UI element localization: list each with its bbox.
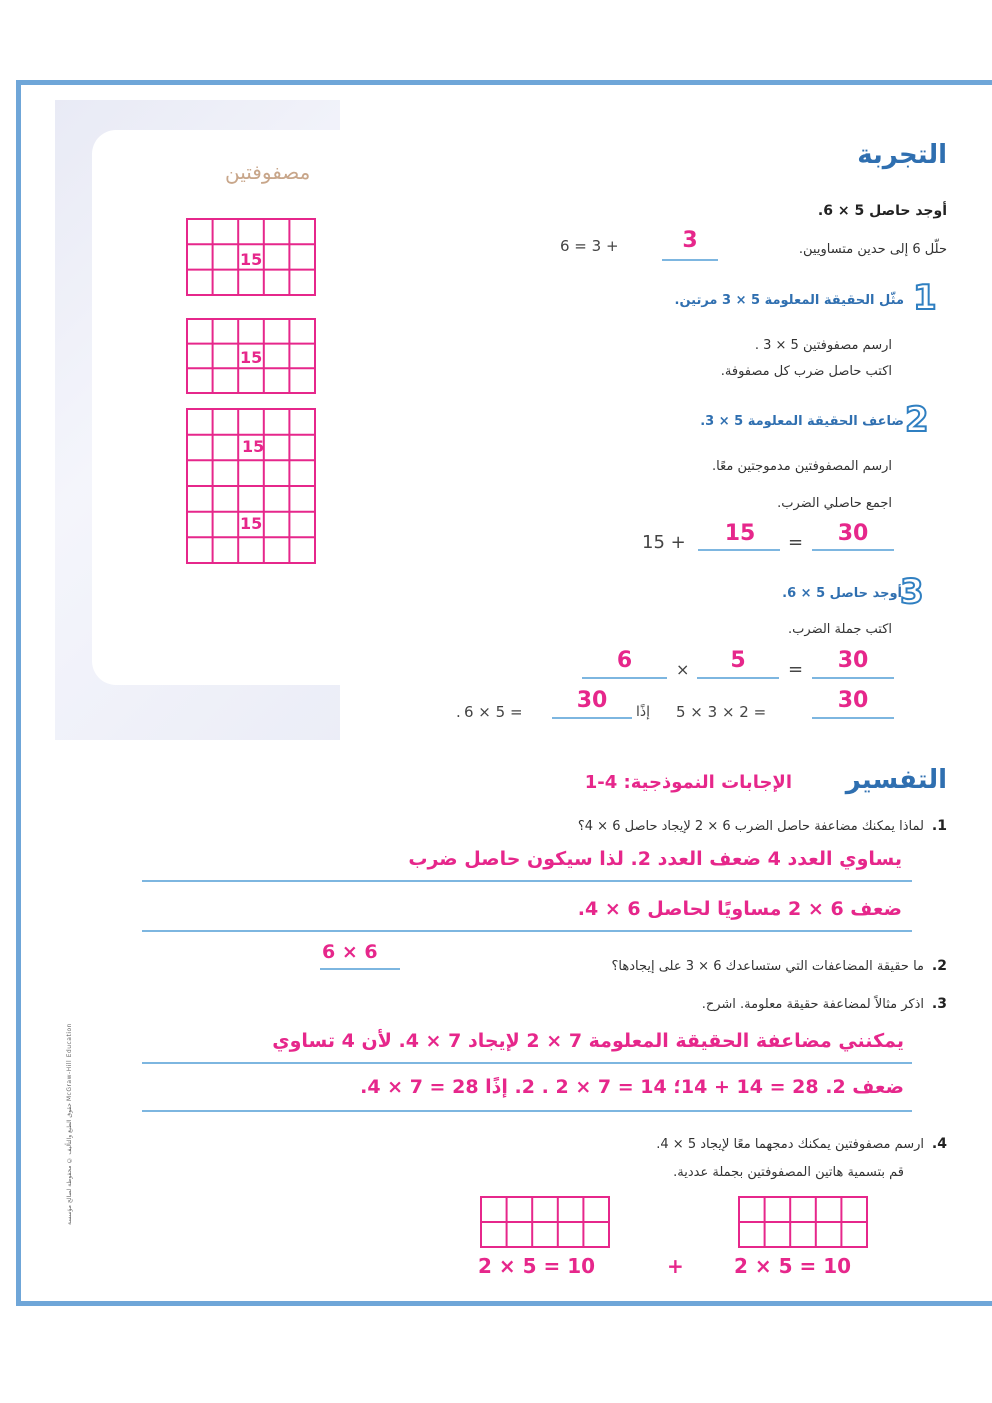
split-equation: 6 = 3 +: [560, 237, 619, 255]
step-1-title: مثّل الحقيقة المعلومة 5 × 3 مرتين.: [674, 293, 904, 308]
split-answer-line: [662, 259, 718, 261]
final-left-text: 6 × 5 =: [464, 703, 523, 721]
q4-plus: +: [667, 1254, 684, 1278]
step-1-line-1: ارسم مصفوفتين 5 × 3 .: [754, 338, 892, 353]
experiment-intro: أوجد حاصل 5 × 6.: [817, 203, 947, 219]
split-answer: 3: [682, 228, 698, 253]
sum-equals: =: [788, 532, 804, 553]
final-mid-text: إذًا: [636, 704, 651, 720]
sum-left: 15 +: [642, 532, 686, 553]
array-label-1: 15: [240, 250, 263, 269]
q3-line-1: [142, 1062, 912, 1064]
mult-times: ×: [676, 660, 690, 679]
step-2-title: ضاعف الحقيقة المعلومة 5 × 3.: [700, 414, 904, 429]
q1-line-2: [142, 930, 912, 932]
final-right-answer-line: [812, 717, 894, 719]
mult-equals: =: [788, 659, 804, 680]
step-1-line-2: اكتب حاصل ضرب كل مصفوفة.: [720, 364, 892, 379]
split-line: حلّل 6 إلى حدين متساويين.: [798, 242, 947, 257]
final-answer-line: [552, 717, 632, 719]
q1-number: 1.: [931, 818, 947, 834]
sum-answer-2-line: [812, 549, 894, 551]
final-right-text: 5 × 3 × 2 =: [676, 703, 767, 721]
q4-text-2: قم بتسمية هاتين المصفوفتين بجملة عددية.: [673, 1165, 904, 1180]
step-2-line-2: اجمع حاصلي الضرب.: [777, 496, 892, 511]
q1-text: لماذا يمكنك مضاعفة حاصل الضرب 6 × 2 لإيجاد حاصل 6 × 4؟: [577, 819, 924, 834]
step-1-icon: 1: [913, 278, 937, 318]
sum-answer-1-line: [698, 549, 780, 551]
array-label-2: 15: [240, 348, 263, 367]
q2-line: [320, 968, 400, 970]
q3-line-2: [142, 1110, 912, 1112]
q2-text: ما حقيقة المضاعفات التي ستساعدك 6 × 3 على إيجادها؟: [611, 959, 924, 974]
mult-b: 5: [730, 648, 746, 673]
sum-answer-1: 15: [724, 521, 756, 546]
mult-c-line: [812, 677, 894, 679]
step-3-title: أوجد حاصل 5 × 6.: [782, 586, 902, 601]
q4-array-right: [738, 1196, 868, 1248]
array-label-3-bottom: 15: [240, 514, 263, 533]
mult-a: 6: [616, 648, 633, 673]
q2-number: 2.: [931, 958, 947, 974]
side-copyright-note: حقوق الطبع والتأليف © محفوظة لصالح مؤسسة McGraw-Hill Education: [66, 1023, 73, 1225]
q4-eq-left: 2 × 5 = 10: [478, 1254, 596, 1278]
interpretation-subtitle: الإجابات النموذجية: 4-1: [584, 772, 792, 793]
q4-number: 4.: [931, 1136, 947, 1152]
final-tail: .: [456, 703, 461, 721]
step-2-icon: 2: [905, 400, 929, 440]
q4-eq-right: 2 × 5 = 10: [734, 1254, 852, 1278]
step-2-line-1: ارسم المصفوفتين مدموجتين معًا.: [711, 459, 892, 474]
q1-answer-line-2: ضعف 6 × 2 مساويًا لحاصل 6 × 4.: [577, 898, 902, 920]
array-label-3-top: 15: [242, 437, 265, 456]
array-grid-3: [186, 408, 316, 564]
experiment-title: التجربة: [857, 140, 947, 170]
q3-text: اذكر مثالاً لمضاعفة حقيقة معلومة. اشرح.: [701, 997, 924, 1012]
handwriting-note: مصفوفتين: [225, 160, 311, 184]
final-answer: 30: [576, 688, 608, 713]
interpretation-title: التفسير: [845, 765, 947, 795]
q4-text: ارسم مصفوفتين يمكنك دمجهما معًا لإيجاد 5 × 4.: [656, 1137, 924, 1152]
q3-answer-line-2: ضعف 2. 28 = 14 + 14؛ 14 = 7 × 2 . 2. إذًا 28 = 7 × 4.: [360, 1076, 904, 1098]
final-right-answer: 30: [837, 688, 869, 713]
q2-answer: 6 × 6: [322, 941, 378, 963]
q4-array-left: [480, 1196, 610, 1248]
q1-answer-line-1: يساوي العدد 4 ضعف العدد 2. لذا سيكون حاصل ضرب: [408, 848, 902, 870]
step-3-line-1: اكتب جملة الضرب.: [788, 622, 892, 637]
mult-b-line: [697, 677, 779, 679]
sum-answer-2: 30: [837, 521, 869, 546]
mult-c: 30: [837, 648, 869, 673]
step-3-icon: 3: [900, 572, 924, 612]
mult-a-line: [582, 677, 667, 679]
q1-line-1: [142, 880, 912, 882]
q3-answer-line-1: يمكنني مضاعفة الحقيقة المعلومة 7 × 2 لإيجاد 7 × 4. لأن 4 تساوي: [272, 1030, 904, 1052]
q3-number: 3.: [931, 996, 947, 1012]
